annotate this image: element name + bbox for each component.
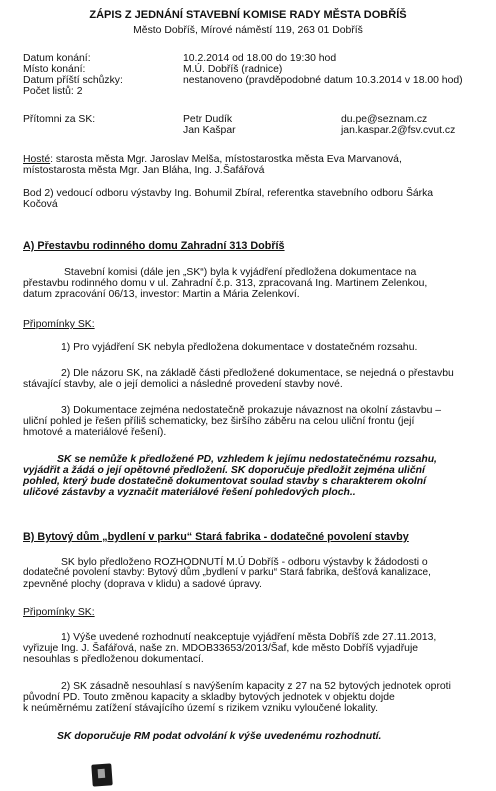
section-a-intro-1: Stavební komisi (dále jen „SK“) byla k vyjádření předložena dokumentace na (64, 267, 417, 278)
section-a-conclusion-2: vyjádřit a žádá o její opětovné předložení. SK doporučuje předložit zejména uliční (23, 465, 425, 476)
section-a-conclusion-4: uličové zástavby a vyznačit materiálové řešení pohledových ploch.. (23, 487, 356, 498)
section-b-remark-2-line-3: k neúměrnému zatížení stávajícího území s rizikem vzniku vyloučené lokality. (23, 703, 378, 714)
meta-place-value: M.Ú. Dobříš (radnice) (183, 64, 283, 75)
section-a-remark-3-line-3: hmotové a materiálové řešení). (23, 427, 167, 438)
section-a-intro-3: datum zpracování 06/13, investor: Martin a Mária Zelenkoví. (23, 289, 300, 300)
section-a-remark-3-line-1: 3) Dokumentace zejména nedostatečně prokazuje návaznost na okolní zástavbu – (61, 405, 442, 416)
section-b-remark-1-line-2: vyřizuje Ing. J. Šafářová, naše zn. MDOB33653/2013/Šaf, kde město Dobříš vyjadřuje (23, 643, 419, 654)
section-b-remark-2-line-2: původní PD. Touto změnou kapacity a skladby bytových jednotek v objektu dojde (23, 692, 395, 703)
present-label: Přítomni za SK: (23, 114, 96, 125)
meta-next-value: nestanoveno (pravděpodobné datum 10.3.2014 v 18.00 hod) (183, 75, 463, 86)
present-name-1: Petr Dudík (183, 114, 233, 125)
guests-line-1: Hosté: starosta města Mgr. Jaroslav Melša, místostarostka města Eva Marvanová, (23, 154, 402, 165)
section-a-intro-2: přestavbu rodinného domu v ul. Zahradní č.p. 313, zpracovaná Ing. Martinem Zelenkou, (23, 278, 428, 289)
section-b-intro-3: zpevněné plochy (doprava v klidu) a sadové úpravy. (23, 579, 262, 590)
guests-label: Hosté (23, 154, 51, 165)
ink-blot-mark (91, 763, 112, 786)
section-a-title: A) Přestavbu rodinného domu Zahradní 313 Dobříš (23, 240, 285, 252)
bod2-line-2: Kočová (23, 199, 58, 210)
section-b-remark-2-line-1: 2) SK zásadně nesouhlasí s navýšením kapacity z 27 na 52 bytových jednotek oproti (61, 681, 451, 692)
section-a-remark-3-line-2: uliční pohled je řešen příliš schematicky, bez širšího záběru na celou uliční frontu (její (23, 416, 415, 427)
section-b-intro-1: SK bylo předloženo ROZHODNUTÍ M.Ú Dobříš - odboru výstavby k žádodosti o (61, 557, 428, 568)
section-a-remark-2-line-2: stávající stavby, ale o její demolici a následné provedení stavby nové. (23, 379, 343, 390)
document-title: ZÁPIS Z JEDNÁNÍ STAVEBNÍ KOMISE RADY MĚSTA DOBŘÍŠ (89, 9, 407, 21)
meta-next-label: Datum příští schůzky: (23, 75, 123, 86)
document-address: Město Dobříš, Mírové náměstí 119, 263 01 Dobříš (133, 25, 363, 36)
section-b-intro-2: dodatečné povolení stavby: Bytový dům „bydlení v parku“ Stará fabrika, dešťová kanalizace, (23, 567, 431, 578)
section-b-remark-1-line-3: nesouhlas s předloženou dokumentací. (23, 654, 204, 665)
meta-date-value: 10.2.2014 od 18.00 do 19:30 hod (183, 53, 337, 64)
section-a-remark-2-line-1: 2) Dle názoru SK, na základě části předložené dokumentace, se nejedná o přestavbu (61, 368, 454, 379)
bod2-line-1: Bod 2) vedoucí odboru výstavby Ing. Bohumil Zbíral, referentka stavebního odboru Šárka (23, 188, 434, 199)
section-a-conclusion-1: SK se nemůže k předložené PD, vzhledem k jejímu nedostatečnému rozsahu, (57, 454, 437, 465)
section-b-remark-1-line-1: 1) Výše uvedené rozhodnutí neakceptuje vyjádření města Dobříš zde 27.11.2013, (61, 632, 437, 643)
section-a-conclusion-3: pohled, který bude dostatečně dokumentovat soulad stavby s charakterem okolní (23, 476, 427, 487)
meta-place-label: Místo konání: (23, 64, 86, 75)
section-b-conclusion: SK doporučuje RM podat odvolání k výše uvedenému rozhodnutí. (57, 731, 382, 742)
section-b-remarks-label: Připomínky SK: (23, 607, 95, 618)
section-a-remark-1: 1) Pro vyjádření SK nebyla předložena dokumentace v dostatečném rozsahu. (61, 342, 418, 353)
present-email-2: jan.kaspar.2@fsv.cvut.cz (341, 125, 456, 136)
guests-line-2: místostarosta města Mgr. Jan Bláha, Ing. J.Šafářová (23, 165, 265, 176)
meta-date-label: Datum konání: (23, 53, 91, 64)
present-email-1: du.pe@seznam.cz (341, 114, 428, 125)
present-name-2: Jan Kašpar (183, 125, 236, 136)
section-a-remarks-label: Připomínky SK: (23, 319, 95, 330)
meta-pages: Počet listů: 2 (23, 86, 83, 97)
section-b-title: B) Bytový dům „bydlení v parku“ Stará fabrika - dodatečné povolení stavby (23, 531, 409, 543)
